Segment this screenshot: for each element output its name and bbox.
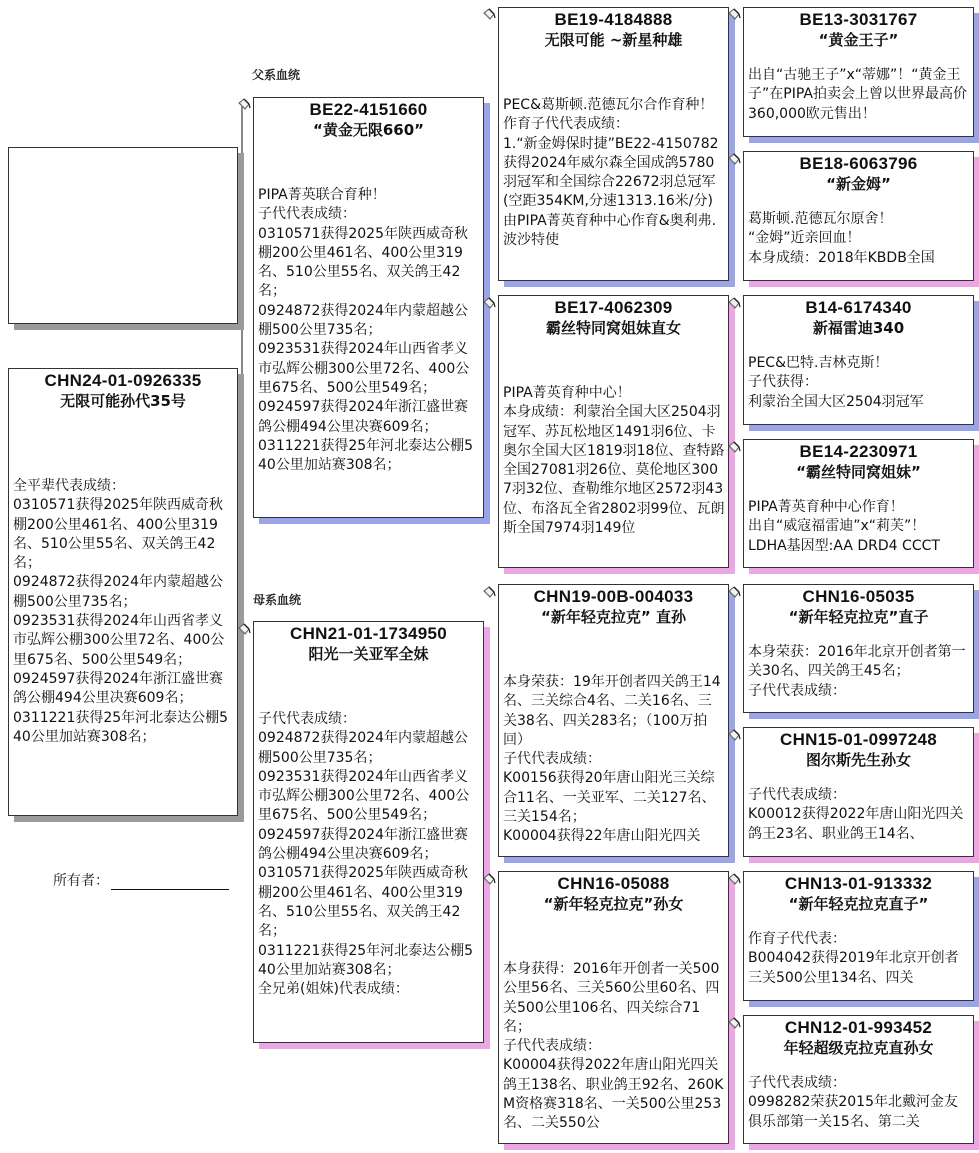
connector-line-subject [241, 106, 243, 632]
grandparent-name: “新年轻克拉克” 直孙 [541, 608, 686, 626]
photo-placeholder [8, 147, 238, 324]
great-grandparent-description: 出自“古驰王子”x“蒂娜”！“黄金王子”在PIPA拍卖会上曾以世界最高价360,000欧元售出！ [748, 67, 967, 122]
grandparent-name: “新年轻克拉克”孙女 [543, 895, 684, 913]
subject-ring-number: CHN24-01-0926335 [44, 371, 202, 390]
great-grandparent-ring-number: BE18-6063796 [799, 154, 918, 173]
great-grandparent-ring-number: CHN16-05035 [802, 587, 915, 606]
subject-name: 无限可能孙代35号 [60, 392, 186, 410]
granddam-paternal-card[interactable] [498, 295, 729, 568]
great-grandparent-card-7[interactable] [743, 871, 974, 1001]
dam-ring-number: CHN21-01-1734950 [290, 624, 447, 643]
grandparent-ring-number: BE19-4184888 [554, 10, 673, 29]
dam-name: 阳光一关亚军全妹 [308, 645, 429, 663]
great-grandparent-description: PIPA菁英育种中心作育！ 出自“威寇福雷迪”x“莉芙”！ LDHA基因型:AA DRD4 CCCT [748, 499, 940, 554]
great-grandparent-name: “霸丝特同窝姐妹” [796, 463, 921, 481]
owner-label: 所有者： [53, 873, 109, 889]
grandparent-ring-number: BE17-4062309 [554, 298, 673, 317]
paint-bucket-icon[interactable] [727, 1016, 741, 1030]
great-grandparent-name: “新金姆” [826, 175, 891, 193]
grandparent-description: PIPA菁英育种中心！ 本身成绩：利蒙治全国大区2504羽冠军、苏瓦松地区1491羽6位、卡奥尔全国大区1819羽18位、查特路全国27081羽26位、莫伦地区3007羽32位、查勒维尔地区2572羽43位、布洛瓦全省2802羽99位、瓦朗斯全国7974羽149位 [503, 385, 725, 537]
sire-description: PIPA菁英联合育种！ 子代代表成绩： 0310571获得2025年陕西威奇秋棚200公里461名、400公里319名、510公里55名、双关鸽王42名； 0924872获得2024年内蒙超越公棚500公里735名； 0923531获得2024年山西省孝义市弘辉公棚300公里72名、400公里675名、500公里549名； 0924597获得2024年浙江盛世赛鸽公棚494公里决赛609名； 0311221获得25年河北泰达公棚540公里加站赛308名； [258, 187, 474, 474]
sire-name: “黄金无限660” [312, 121, 425, 139]
great-grandparent-description: 葛斯顿.范德瓦尔原舍！ “金姆”近亲回血！ 本身成绩：2018年KBDB全国 [748, 211, 935, 266]
great-grandparent-name: “新年轻克拉克”直子 [788, 608, 929, 626]
great-grandparent-description: 作育子代代表： B004042获得2019年北京开创者三关500公里134名、四关 [748, 931, 959, 986]
grandparent-name: 霸丝特同窝姐妹直女 [545, 319, 681, 337]
paint-bucket-icon[interactable] [727, 296, 741, 310]
great-grandparent-ring-number: BE13-3031767 [799, 10, 918, 29]
great-grandparent-ring-number: CHN15-01-0997248 [780, 730, 937, 749]
paint-bucket-icon[interactable] [727, 585, 741, 599]
sire-ring-number: BE22-4151660 [309, 100, 428, 119]
paint-bucket-icon[interactable] [727, 728, 741, 742]
dam-description: 子代代表成绩： 0924872获得2024年内蒙超越公棚500公里735名； 0923531获得2024年山西省孝义市弘辉公棚300公里72名、400公里675名、500公里549名； 0924597获得2024年浙江盛世赛鸽公棚494公里决赛609名； 0310571获得2025年陕西威奇秋棚200公里461名、400公里319名、510公里55名、双关鸽王42名； 0311221获得25年河北泰达公棚540公里加站赛308名； 全兄弟(姐妹)代表成绩： [258, 711, 474, 998]
paint-bucket-icon[interactable] [482, 585, 496, 599]
great-grandparent-card-1[interactable] [743, 7, 974, 137]
paint-bucket-icon[interactable] [727, 152, 741, 166]
grandsire-paternal-card[interactable] [498, 7, 729, 281]
sire-card[interactable] [253, 97, 484, 518]
grandparent-description: 本身荣获：19年开创者四关鸽王14名、三关综合4名、二关16名、三关38名、四关283名；（100万拍回） 子代代表成绩： K00156获得20年唐山阳光三关综合11名、一关亚军、二关127名、三关154名； K00004获得22年唐山阳光四关 [503, 674, 721, 845]
great-grandparent-ring-number: CHN13-01-913332 [784, 874, 933, 893]
great-grandparent-ring-number: BE14-2230971 [799, 442, 918, 461]
grandparent-description: PEC&葛斯顿.范德瓦尔合作育种！ 作育子代代表成绩： 1.“新金姆保时捷”BE22-4150782获得2024年威尔森全国成鸽5780羽冠军和全国综合22672羽总冠军(空距354KM,分速1313.16米/分)由PIPA菁英育种中心作育&奥利弗.波沙特使 [503, 97, 719, 249]
paint-bucket-icon[interactable] [237, 622, 251, 636]
great-grandparent-description: 子代代表成绩： 0998282荣获2015年北戴河金友俱乐部第一关15名、第二关 [748, 1075, 958, 1130]
paint-bucket-icon[interactable] [482, 872, 496, 886]
paint-bucket-icon[interactable] [727, 872, 741, 886]
owner-blank-line[interactable] [111, 875, 229, 890]
great-grandparent-name: “黄金王子” [818, 31, 899, 49]
paint-bucket-icon[interactable] [237, 97, 251, 111]
paint-bucket-icon[interactable] [727, 440, 741, 454]
grandparent-ring-number: CHN16-05088 [557, 874, 670, 893]
great-grandparent-description: 子代代表成绩： K00012获得2022年唐山阳光四关鸽王23名、职业鸽王14名、 [748, 787, 964, 842]
grandsire-maternal-card[interactable] [498, 584, 729, 857]
dam-card[interactable] [253, 621, 484, 1043]
paint-bucket-icon[interactable] [727, 7, 741, 21]
subject-description: 全平辈代表成绩： 0310571获得2025年陕西威奇秋棚200公里461名、400公里319名、510公里55名、双关鸽王42名； 0924872获得2024年内蒙超越公棚500公里735名； 0923531获得2024年山西省孝义市弘辉公棚300公里72名、400公里675名、500公里549名； 0924597获得2024年浙江盛世赛鸽公棚494公里决赛609名； 0311221获得25年河北泰达公棚540公里加站赛308名； [13, 478, 229, 745]
great-grandparent-description: PEC&巴特.吉林克斯！ 子代获得： 利蒙治全国大区2504羽冠军 [748, 355, 924, 410]
grandparent-name: 无限可能 ~新星种雄 [544, 31, 683, 49]
great-grandparent-card-8[interactable] [743, 1015, 974, 1144]
paint-bucket-icon[interactable] [482, 296, 496, 310]
granddam-maternal-card[interactable] [498, 871, 729, 1144]
paint-bucket-icon[interactable] [482, 7, 496, 21]
great-grandparent-card-2[interactable] [743, 151, 974, 281]
great-grandparent-name: 年轻超级克拉克直孙女 [783, 1039, 934, 1057]
great-grandparent-card-6[interactable] [743, 727, 974, 857]
great-grandparent-card-5[interactable] [743, 584, 974, 713]
great-grandparent-ring-number: B14-6174340 [805, 298, 912, 317]
great-grandparent-card-3[interactable] [743, 295, 974, 425]
subject-card[interactable] [8, 368, 238, 816]
great-grandparent-name: 图尔斯先生孙女 [805, 751, 911, 769]
great-grandparent-name: “新年轻克拉克直子” [788, 895, 929, 913]
great-grandparent-card-4[interactable] [743, 439, 974, 568]
grandparent-description: 本身获得：2016年开创者一关500公里56名、三关560公里60名、四关500公里106名、四关综合71名； 子代代表成绩： K00004获得2022年唐山阳光四关鸽王138名、职业鸽王92名、260KM资格赛318名、一关500公里253名、二关550公 [503, 961, 724, 1132]
great-grandparent-ring-number: CHN12-01-993452 [784, 1018, 933, 1037]
grandparent-ring-number: CHN19-00B-004033 [533, 587, 694, 606]
great-grandparent-name: 新福雷迪340 [812, 319, 905, 337]
maternal-label: 母系血统 [253, 593, 302, 607]
owner-field[interactable] [53, 870, 229, 890]
great-grandparent-description: 本身荣获：2016年北京开创者第一关30名、四关鸽王45名； 子代代表成绩： [748, 644, 966, 699]
paternal-label: 父系血统 [252, 68, 301, 82]
